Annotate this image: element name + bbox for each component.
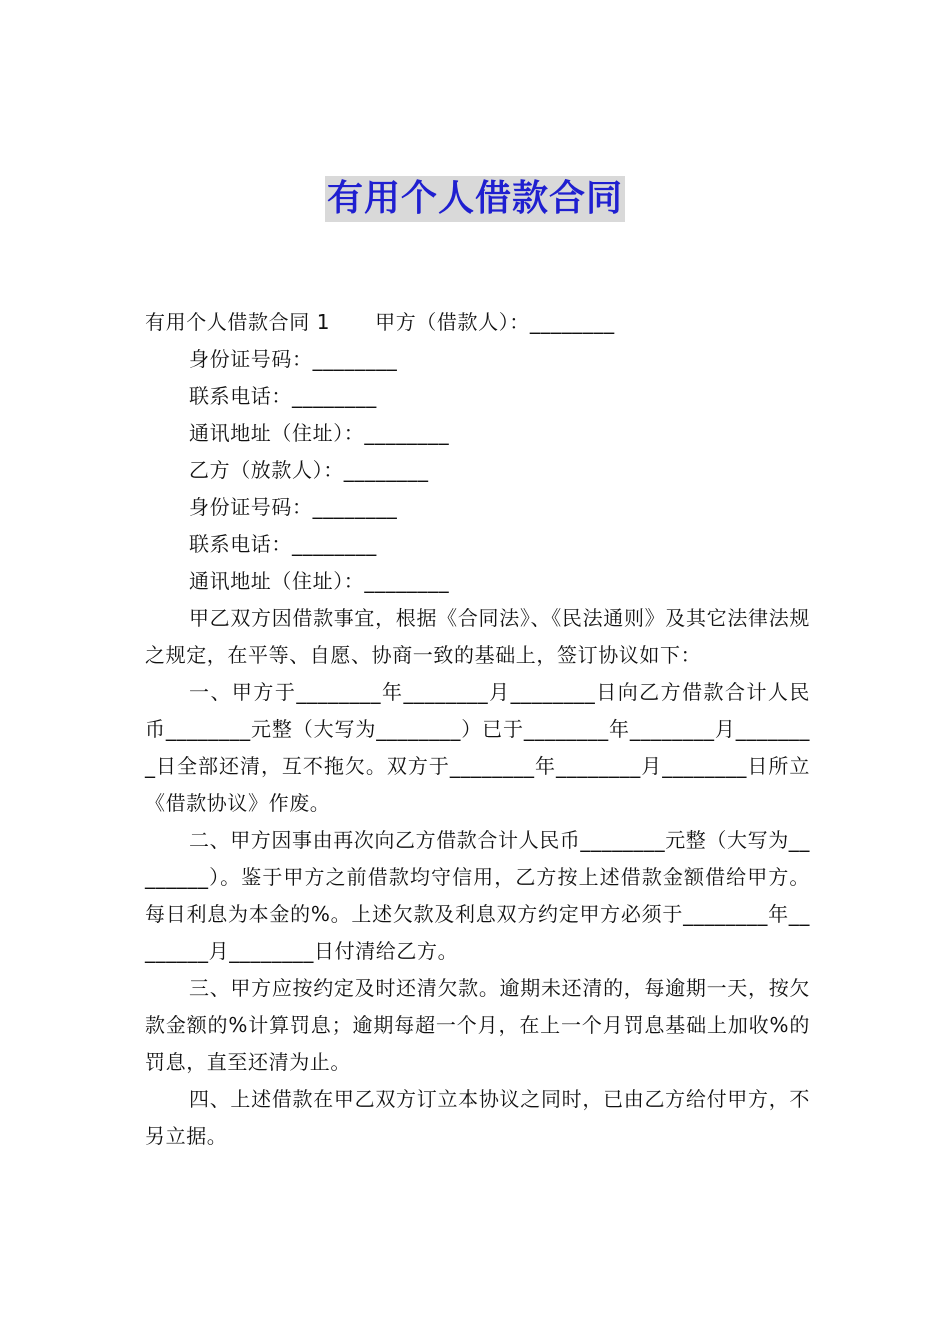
first-line bbox=[145, 304, 810, 341]
document-subtitle: 有用个人借款合同 1 bbox=[145, 310, 331, 334]
paragraph-clause-4: 四、上述借款在甲乙双方订立本协议之同时，已由乙方给付甲方，不另立据。 bbox=[145, 1087, 810, 1148]
party-a-phone: 联系电话：________ bbox=[189, 384, 377, 408]
paragraph-clause-1: 一、甲方于________年________月________日向乙方借款合计人民币________元整（大写为________）已于________年________月________日全部还清，互不拖欠。双方于________年________月________日所立《借款协议》作废。 bbox=[145, 680, 810, 815]
party-b-phone: 联系电话：________ bbox=[189, 532, 377, 556]
party-a-label: 甲方（借款人）：________ bbox=[375, 310, 615, 334]
party-b-address: 通讯地址（住址）：________ bbox=[189, 569, 450, 593]
title-container bbox=[0, 176, 950, 222]
party-a-address: 通讯地址（住址）：________ bbox=[189, 421, 450, 445]
paragraph-clause-3: 三、甲方应按约定及时还清欠款。逾期未还清的，每逾期一天，按欠款金额的%计算罚息；逾期每超一个月，在上一个月罚息基础上加收%的罚息，直至还清为止。 bbox=[145, 976, 810, 1074]
document-body bbox=[145, 304, 810, 1155]
document-title: 有用个人借款合同 bbox=[325, 176, 625, 222]
paragraph-clause-2: 二、甲方因事由再次向乙方借款合计人民币________元整（大写为________）。鉴于甲方之前借款均守信用，乙方按上述借款金额借给甲方。每日利息为本金的%。上述欠款及利息双方约定甲方必须于________年________月________日付清给乙方。 bbox=[145, 828, 810, 963]
party-b-id-number: 身份证号码：________ bbox=[189, 495, 398, 519]
party-b-label: 乙方（放款人）：________ bbox=[189, 458, 429, 482]
paragraph-preamble: 甲乙双方因借款事宜，根据《合同法》、《民法通则》及其它法律法规之规定，在平等、自愿、协商一致的基础上，签订协议如下： bbox=[145, 606, 810, 667]
party-a-id-number: 身份证号码：________ bbox=[189, 347, 398, 371]
